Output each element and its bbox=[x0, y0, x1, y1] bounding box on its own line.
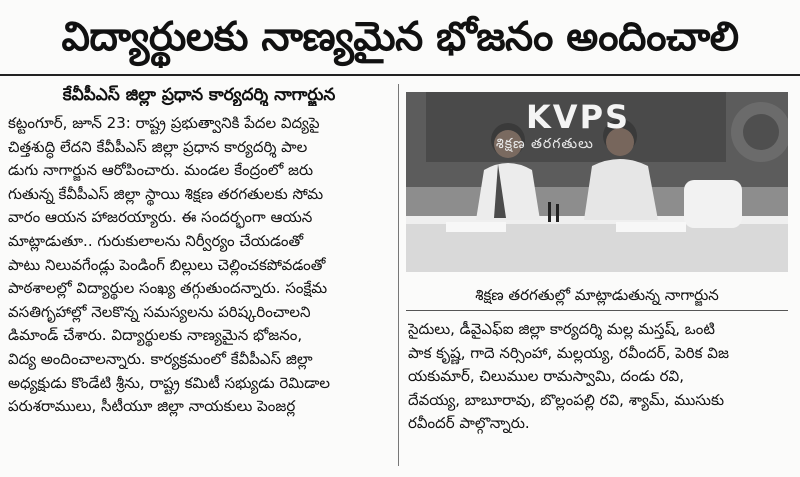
article-line: సైదులు, డీవైఎఫ్ఐ జిల్లా కార్యదర్శి మల్ల మస్తష్, ఒంటి bbox=[408, 320, 715, 338]
article-line: అధ్యక్షుడు కొండేటి శ్రీను, రాష్ట్ర కమిటీ సభ్యుడు రెమిడాల bbox=[8, 373, 331, 392]
article-body-right bbox=[408, 318, 790, 468]
article-line: డిమాండ్ చేశారు. విద్యార్థులకు నాణ్యమైన భోజనం, bbox=[8, 326, 303, 345]
article-line: డుగు నాగార్జున ఆరోపించారు. మండల కేంద్రంలో జరు bbox=[8, 161, 314, 180]
article-body-left bbox=[8, 112, 394, 462]
article-line: విద్య అందించాలన్నారు. కార్యక్రమంలో కేవీపీఎస్ జిల్లా bbox=[8, 349, 313, 368]
article-line: దేవయ్య, బాబూరావు, బొల్లంపల్లి రవి, శ్యామ్, ముసుకు bbox=[408, 390, 725, 409]
article-line: రవీందర్ పాల్గొన్నారు. bbox=[408, 414, 530, 433]
article-line: యకుమార్, చిలుముల రామస్వామి, దండు రవి, bbox=[408, 367, 684, 386]
article-line: పాటు నిలువగేండ్లు పెండింగ్ బిల్లులు చెల్లించకపోవడంతో bbox=[8, 255, 326, 274]
article-line: గుతున్న కేవీపీఎస్ జిల్లా స్థాయి శిక్షణ తరగతులకు సోమ bbox=[8, 184, 324, 203]
banner-logo-text: KVPS bbox=[526, 98, 631, 136]
headline-rule bbox=[0, 74, 800, 76]
column-divider bbox=[398, 84, 399, 466]
subheadline: కేవీపీఎస్ జిల్లా ప్రధాన కార్యదర్శి నాగార్జున bbox=[62, 85, 336, 105]
headline: విద్యార్థులకు నాణ్యమైన భోజనం అందించాలి bbox=[61, 14, 739, 60]
article-line: వసతిగృహాల్లో నెలకొన్న సమస్యలను పరిష్కరించాలని bbox=[8, 302, 311, 321]
article-line: చిత్తశుద్ధి లేదని కేవీపీఎస్ జిల్లా ప్రధాన కార్యదర్శి పాల bbox=[8, 137, 308, 156]
article-line: వారం ఆయన హాజరయ్యారు. ఈ సందర్భంగా ఆయన bbox=[8, 208, 313, 227]
caption-rule bbox=[406, 310, 788, 311]
news-photo bbox=[406, 92, 788, 272]
article-line: పాక కృష్ణ, గాదె నర్సింహా, మల్లయ్య, రవీందర్, పెరిక విజ bbox=[408, 343, 729, 362]
article-line: పాఠశాలల్లో విద్యార్థుల సంఖ్య తగ్గుతుందన్నారు. సంక్షేమ bbox=[8, 279, 328, 298]
photo-caption: శిక్షణ తరగతుల్లో మాట్లాడుతున్న నాగార్జున bbox=[475, 286, 719, 304]
article-line: మాట్లాడుతూ.. గురుకులాలను నిర్వీర్యం చేయడంతో bbox=[8, 231, 304, 250]
banner-subtext: శిక్షణ తరగతులు bbox=[496, 136, 594, 152]
article-line: పరుశరాములు, సీటీయూ జిల్లా నాయకులు పెంజర్ల bbox=[8, 397, 296, 416]
article-line: కట్టంగూర్, జూన్ 23: రాష్ట్ర ప్రభుత్వానికి పేదల విద్యపై bbox=[8, 114, 320, 132]
